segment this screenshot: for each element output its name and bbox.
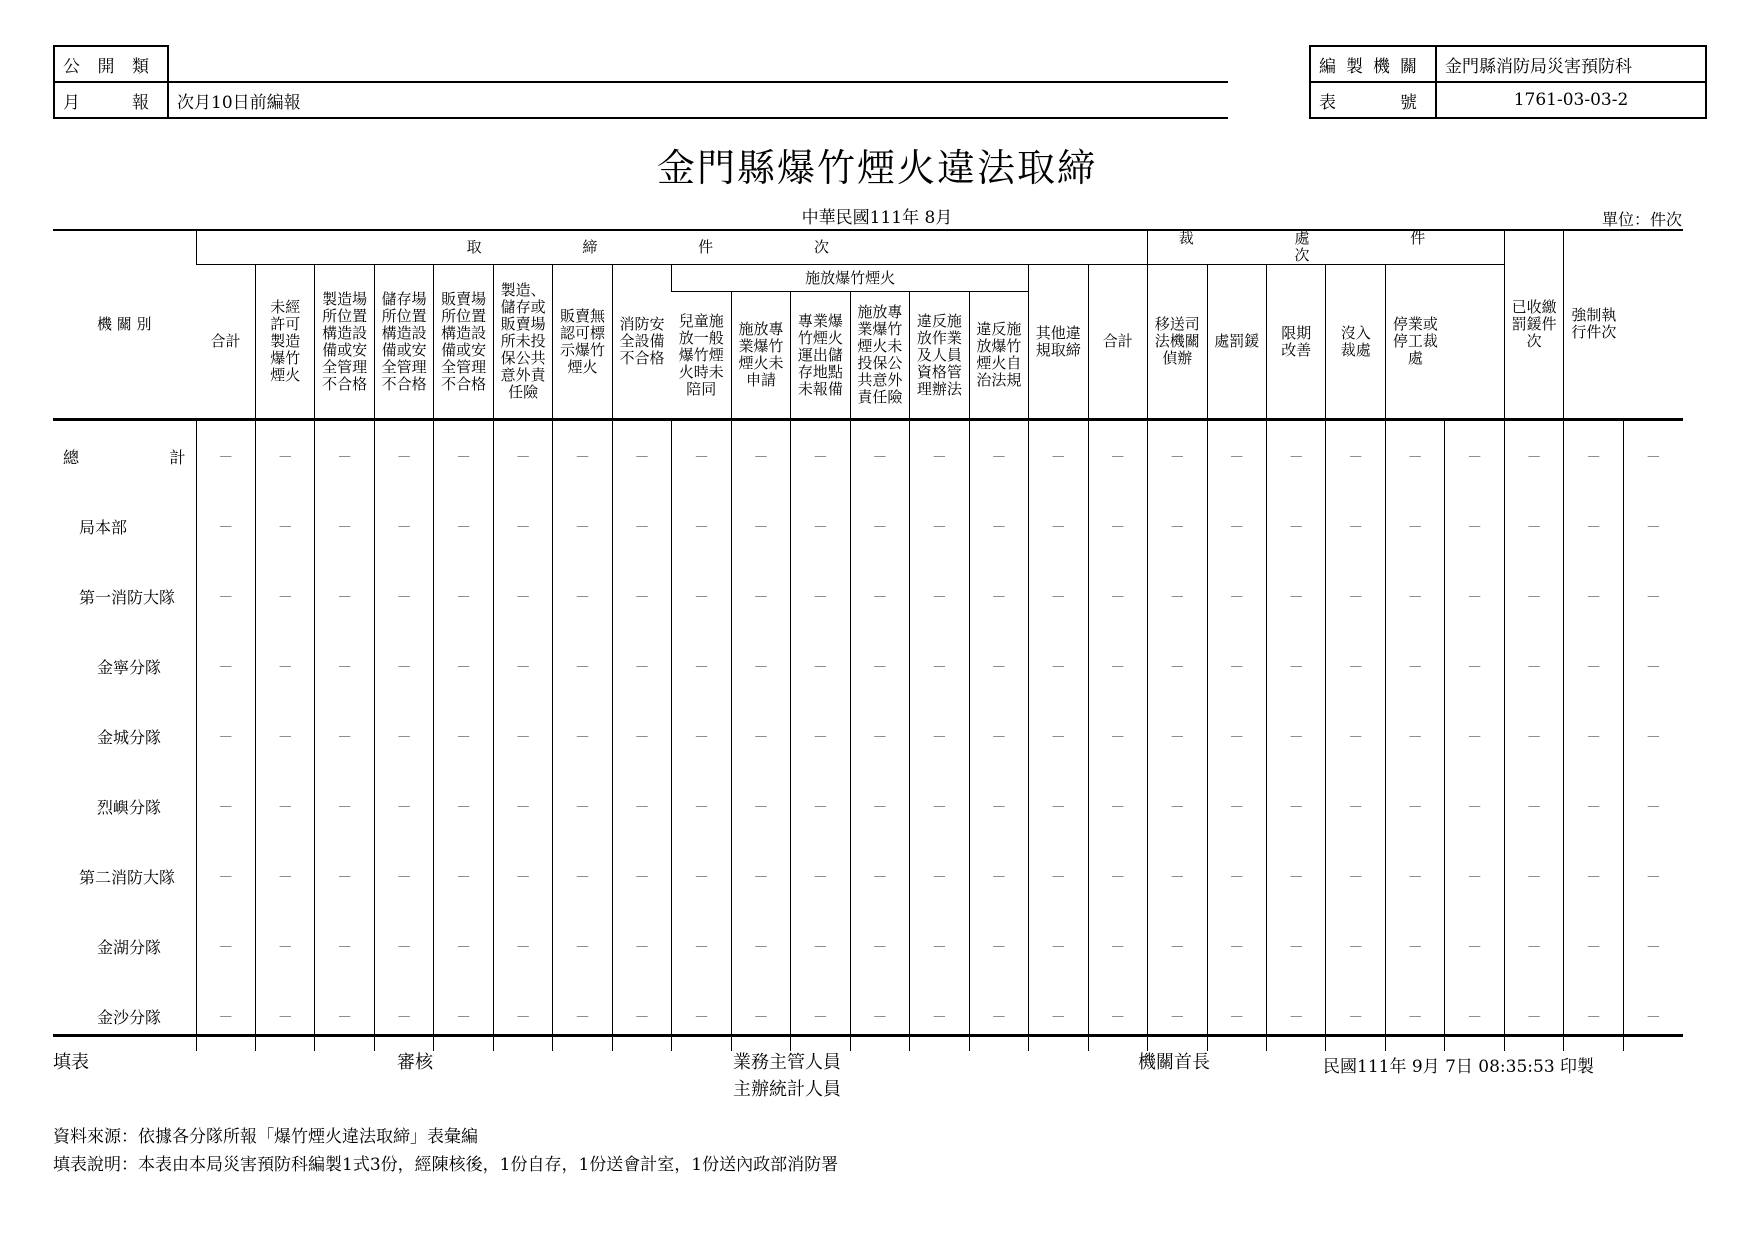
table-cell: －	[612, 771, 671, 841]
table-cell: －	[1267, 701, 1326, 771]
table-cell: －	[1385, 841, 1444, 911]
row-agency-name: 金寧分隊	[97, 657, 162, 677]
table-cell: －	[255, 631, 314, 701]
header-penalty-total: 合計	[1088, 265, 1148, 420]
table-cell: －	[1148, 771, 1207, 841]
table-cell: －	[612, 491, 671, 561]
table-cell: －	[1504, 841, 1563, 911]
meta-form-number-label: 表號	[1310, 82, 1436, 118]
table-cell: －	[910, 841, 969, 911]
table-cell: －	[850, 631, 909, 701]
table-cell: －	[1267, 771, 1326, 841]
table-cell: －	[1148, 701, 1207, 771]
header-paid: 已收繳罰鍰件次	[1504, 230, 1563, 420]
table-cell: －	[1445, 631, 1505, 701]
table-cell: －	[612, 841, 671, 911]
table-cell: －	[434, 981, 493, 1051]
table-cell: －	[969, 981, 1028, 1051]
table-cell: －	[612, 420, 671, 492]
table-cell: －	[1623, 561, 1683, 631]
table-cell: －	[1385, 631, 1444, 701]
table-cell: －	[672, 561, 731, 631]
table-cell: －	[1564, 911, 1623, 981]
table-cell: －	[1207, 911, 1266, 981]
table-cell: －	[1504, 771, 1563, 841]
table-row	[53, 491, 1683, 561]
table-cell: －	[1623, 491, 1683, 561]
header-insurance: 製造、儲存或販賣場所未投保公共意外責任險	[493, 265, 552, 420]
meta-agency-value: 金門縣消防局災害預防科	[1436, 46, 1706, 82]
header-judicial: 移送司法機關偵辦	[1148, 265, 1207, 420]
table-cell: －	[612, 631, 671, 701]
table-row	[53, 561, 1683, 631]
header-fire-equipment: 消防安全設備不合格	[612, 265, 671, 420]
table-cell: －	[255, 561, 314, 631]
table-cell: －	[791, 561, 850, 631]
table-cell: －	[791, 911, 850, 981]
table-row	[53, 841, 1683, 911]
table-cell: －	[1326, 911, 1385, 981]
table-cell: －	[791, 771, 850, 841]
row-agency-name: 烈嶼分隊	[97, 797, 162, 817]
table-cell: －	[910, 561, 969, 631]
table-cell: －	[1504, 631, 1563, 701]
table-cell: －	[910, 701, 969, 771]
table-cell: －	[493, 911, 552, 981]
table-cell: －	[850, 491, 909, 561]
table-cell: －	[1088, 561, 1148, 631]
table-cell: －	[493, 981, 552, 1051]
table-cell: －	[553, 561, 612, 631]
table-cell: －	[850, 701, 909, 771]
table-cell: －	[1207, 491, 1266, 561]
table-cell: －	[255, 981, 314, 1051]
table-cell: －	[672, 631, 731, 701]
table-cell: －	[1029, 771, 1088, 841]
table-cell: －	[1445, 981, 1505, 1051]
table-cell: －	[1088, 981, 1148, 1051]
header-unmarked: 販賣無認可標示爆竹煙火	[553, 265, 612, 420]
table-cell: －	[1564, 981, 1623, 1051]
table-cell: －	[731, 491, 790, 561]
row-agency-name: 第二消防大隊	[79, 867, 176, 887]
table-cell: －	[731, 911, 790, 981]
table-cell: －	[1029, 911, 1088, 981]
header-group-penalty: 裁 處 件 次	[1148, 230, 1505, 265]
table-cell: －	[731, 561, 790, 631]
meta-left-box	[53, 45, 1228, 119]
header-transport: 專業爆竹煙火運出儲存地點未報備	[791, 292, 850, 420]
table-cell: －	[1088, 491, 1148, 561]
meta-form-number-value: 1761-03-03-2	[1436, 82, 1706, 118]
header-fine: 處罰鍰	[1207, 265, 1266, 420]
sig-filler: 填表	[53, 1052, 89, 1073]
table-cell: －	[1326, 841, 1385, 911]
table-cell: －	[1564, 701, 1623, 771]
table-row	[53, 981, 1683, 1051]
table-cell: －	[791, 701, 850, 771]
table-cell: －	[1623, 841, 1683, 911]
table-cell: －	[1564, 841, 1623, 911]
table-cell: －	[1029, 701, 1088, 771]
table-cell: －	[910, 420, 969, 492]
table-cell: －	[969, 631, 1028, 701]
table-cell: －	[850, 771, 909, 841]
report-period: 中華民國111年 8月	[801, 208, 953, 228]
table-cell: －	[1385, 561, 1444, 631]
table-cell: －	[1504, 491, 1563, 561]
table-cell: －	[434, 631, 493, 701]
header-enforced: 強制執行件次	[1564, 230, 1623, 420]
sig-reviewer: 審核	[397, 1052, 433, 1073]
row-agency-name	[53, 420, 196, 492]
table-row	[53, 631, 1683, 701]
header-qualification: 違反施放作業及人員資格管理辦法	[910, 292, 969, 420]
table-cell: －	[553, 491, 612, 561]
table-cell: －	[434, 911, 493, 981]
table-cell: －	[553, 631, 612, 701]
table-cell: －	[1088, 771, 1148, 841]
header-storage: 儲存場所位置構造設備或安全管理不合格	[374, 265, 433, 420]
table-cell: －	[1385, 491, 1444, 561]
row-agency-name: 金沙分隊	[97, 1007, 162, 1027]
table-cell: －	[1326, 701, 1385, 771]
row-agency-name: 局本部	[79, 517, 128, 537]
statistics-table	[53, 230, 1683, 1035]
table-cell: －	[1326, 631, 1385, 701]
table-cell: －	[1564, 631, 1623, 701]
table-cell: －	[969, 841, 1028, 911]
table-cell: －	[731, 981, 790, 1051]
table-cell: －	[1148, 631, 1207, 701]
table-cell: －	[493, 841, 552, 911]
table-cell: －	[1326, 981, 1385, 1051]
table-cell: －	[969, 420, 1028, 492]
table-body	[53, 420, 1683, 1052]
table-cell: －	[1029, 491, 1088, 561]
table-cell: －	[1445, 701, 1505, 771]
header-other: 其他違規取締	[1029, 265, 1088, 420]
table-cell: －	[374, 981, 433, 1051]
table-cell: －	[434, 420, 493, 492]
table-cell: －	[672, 981, 731, 1051]
table-cell: －	[196, 561, 255, 631]
header-confiscate: 沒入裁處	[1326, 265, 1385, 420]
meta-right-box	[1309, 45, 1707, 119]
data-source-note: 資料來源：依據各分隊所報「爆竹煙火違法取締」表彙編	[53, 1127, 478, 1147]
header-pro-insurance: 施放專業爆竹煙火未投保公共意外責任險	[850, 292, 909, 420]
instructions-note: 填表說明：本表由本局災害預防科編製1式3份，經陳核後，1份自存，1份送會計室，1份送內政部消防署	[53, 1155, 839, 1175]
meta-public-value	[168, 46, 1228, 82]
table-cell: －	[1029, 561, 1088, 631]
table-cell: －	[731, 631, 790, 701]
table-cell: －	[1326, 491, 1385, 561]
table-cell: －	[1623, 631, 1683, 701]
table-cell: －	[1267, 491, 1326, 561]
table-cell: －	[1326, 771, 1385, 841]
table-cell: －	[969, 911, 1028, 981]
table-row	[53, 771, 1683, 841]
table-cell: －	[1445, 491, 1505, 561]
table-cell: －	[1623, 981, 1683, 1051]
table-cell: －	[553, 701, 612, 771]
meta-frequency-value: 次月10日前編報	[168, 82, 1228, 118]
table-row	[53, 420, 1683, 492]
table-cell: －	[1267, 841, 1326, 911]
table-cell: －	[1207, 561, 1266, 631]
table-cell: －	[1385, 911, 1444, 981]
table-cell: －	[731, 701, 790, 771]
table-cell: －	[1029, 631, 1088, 701]
row-agency-name: 第一消防大隊	[79, 587, 176, 607]
table-cell: －	[850, 420, 909, 492]
table-cell: －	[1267, 911, 1326, 981]
table-cell: －	[1504, 561, 1563, 631]
table-cell: －	[1207, 981, 1266, 1051]
table-cell: －	[1148, 561, 1207, 631]
header-group-fireworks: 施放爆竹煙火	[672, 265, 1029, 292]
table-cell: －	[553, 841, 612, 911]
table-cell: －	[1029, 841, 1088, 911]
table-cell: －	[850, 841, 909, 911]
table-cell: －	[255, 841, 314, 911]
table-cell: －	[196, 771, 255, 841]
table-cell: －	[1504, 911, 1563, 981]
table-cell: －	[1385, 420, 1444, 492]
table-cell: －	[1445, 561, 1505, 631]
table-cell: －	[315, 771, 374, 841]
header-no-apply: 施放專業爆竹煙火未申請	[731, 292, 790, 420]
table-cell: －	[910, 631, 969, 701]
table-cell: －	[1623, 771, 1683, 841]
table-cell: －	[553, 981, 612, 1051]
table-cell: －	[1623, 911, 1683, 981]
header-group-enforcement: 取 締 件 次	[196, 230, 1148, 265]
table-cell: －	[1385, 701, 1444, 771]
table-cell: －	[196, 911, 255, 981]
table-cell: －	[196, 841, 255, 911]
table-cell: －	[1623, 701, 1683, 771]
table-cell: －	[315, 631, 374, 701]
meta-agency-label: 編製機關	[1310, 46, 1436, 82]
table-cell: －	[1445, 771, 1505, 841]
table-cell: －	[1326, 561, 1385, 631]
table-cell: －	[196, 631, 255, 701]
table-cell: －	[672, 420, 731, 492]
table-cell: －	[850, 911, 909, 981]
table-cell: －	[493, 631, 552, 701]
table-cell: －	[731, 771, 790, 841]
table-cell: －	[1385, 981, 1444, 1051]
table-cell: －	[374, 561, 433, 631]
table-cell: －	[374, 491, 433, 561]
table-cell: －	[1267, 420, 1326, 492]
table-cell: －	[969, 701, 1028, 771]
header-local-rules: 違反施放爆竹煙火自治法規	[969, 292, 1028, 420]
header-unlicensed: 未經許可製造爆竹煙火	[255, 265, 314, 420]
table-cell: －	[791, 491, 850, 561]
table-cell: －	[196, 981, 255, 1051]
table-cell: －	[553, 420, 612, 492]
table-cell: －	[1088, 701, 1148, 771]
table-cell: －	[1564, 561, 1623, 631]
table-cell: －	[374, 420, 433, 492]
table-cell: －	[315, 491, 374, 561]
table-cell: －	[374, 911, 433, 981]
row-total-label: 總 計	[63, 447, 186, 467]
meta-frequency-label: 月報	[54, 82, 168, 118]
page-title: 金門縣爆竹煙火違法取締	[656, 146, 1097, 190]
table-cell: －	[1267, 981, 1326, 1051]
table-cell: －	[434, 561, 493, 631]
table-cell: －	[612, 701, 671, 771]
table-cell: －	[791, 420, 850, 492]
table-cell: －	[493, 491, 552, 561]
table-cell: －	[612, 561, 671, 631]
table-cell: －	[434, 701, 493, 771]
table-cell: －	[1088, 420, 1148, 492]
table-cell: －	[196, 420, 255, 492]
table-cell: －	[910, 771, 969, 841]
table-cell: －	[1207, 420, 1266, 492]
table-cell: －	[910, 981, 969, 1051]
table-cell: －	[672, 911, 731, 981]
table-cell: －	[612, 981, 671, 1051]
table-cell: －	[315, 420, 374, 492]
table-cell: －	[374, 701, 433, 771]
table-cell: －	[315, 841, 374, 911]
table-cell: －	[315, 981, 374, 1051]
table-cell: －	[910, 491, 969, 561]
table-cell: －	[493, 561, 552, 631]
table-cell: －	[374, 841, 433, 911]
unit-label: 單位：件次	[1601, 210, 1682, 229]
sig-statistics-supervisor: 主辦統計人員	[733, 1079, 841, 1100]
table-cell: －	[1148, 841, 1207, 911]
table-cell: －	[434, 491, 493, 561]
table-cell: －	[1564, 491, 1623, 561]
table-cell: －	[493, 420, 552, 492]
table-cell: －	[1504, 701, 1563, 771]
table-cell: －	[791, 631, 850, 701]
table-cell: －	[1267, 561, 1326, 631]
table-cell: －	[969, 561, 1028, 631]
table-cell: －	[1207, 701, 1266, 771]
table-cell: －	[1029, 420, 1088, 492]
sig-business-supervisor: 業務主管人員	[733, 1052, 841, 1073]
table-cell: －	[1445, 911, 1505, 981]
table-row	[53, 911, 1683, 981]
table-cell: －	[196, 701, 255, 771]
row-agency-name: 金城分隊	[97, 727, 162, 747]
table-cell: －	[255, 911, 314, 981]
row-agency-name: 金湖分隊	[97, 937, 162, 957]
table-cell: －	[196, 491, 255, 561]
table-cell: －	[255, 491, 314, 561]
table-cell: －	[1088, 631, 1148, 701]
table-cell: －	[315, 561, 374, 631]
table-row	[53, 701, 1683, 771]
table-cell: －	[1504, 981, 1563, 1051]
table-cell: －	[1207, 631, 1266, 701]
table-cell: －	[1148, 981, 1207, 1051]
table-cell: －	[612, 911, 671, 981]
table-cell: －	[672, 841, 731, 911]
print-timestamp: 民國111年 9月 7日 08:35:53 印製	[1323, 1057, 1595, 1077]
table-cell: －	[1148, 491, 1207, 561]
table-cell: －	[1445, 420, 1505, 492]
table-cell: －	[1623, 420, 1683, 492]
table-cell: －	[1148, 420, 1207, 492]
table-cell: －	[731, 841, 790, 911]
header-manufacture: 製造場所位置構造設備或安全管理不合格	[315, 265, 374, 420]
table-cell: －	[850, 981, 909, 1051]
table-cell: －	[850, 561, 909, 631]
table-cell: －	[731, 420, 790, 492]
table-cell: －	[969, 771, 1028, 841]
header-children: 兒童施放一般爆竹煙火時未陪同	[672, 292, 731, 420]
header-deadline: 限期改善	[1267, 265, 1326, 420]
meta-public-label: 公開類	[54, 46, 168, 82]
table-cell: －	[255, 771, 314, 841]
table-cell: －	[553, 771, 612, 841]
table-cell: －	[672, 701, 731, 771]
header-suspend: 停業或停工裁處	[1385, 265, 1444, 420]
table-cell: －	[1564, 771, 1623, 841]
table-cell: －	[434, 771, 493, 841]
table-cell: －	[1564, 420, 1623, 492]
table-cell: －	[969, 491, 1028, 561]
header-total: 合計	[196, 265, 255, 420]
table-cell: －	[1385, 771, 1444, 841]
table-cell: －	[255, 420, 314, 492]
table-cell: －	[255, 701, 314, 771]
table-cell: －	[672, 491, 731, 561]
header-agency: 機 關 別	[53, 230, 196, 420]
table-cell: －	[791, 981, 850, 1051]
table-cell: －	[374, 631, 433, 701]
table-bottom-border	[53, 1034, 1683, 1037]
table-cell: －	[434, 841, 493, 911]
table-cell: －	[1207, 771, 1266, 841]
table-cell: －	[493, 771, 552, 841]
table-cell: －	[374, 771, 433, 841]
header-sales: 販賣場所位置構造設備或安全管理不合格	[434, 265, 493, 420]
table-cell: －	[1029, 981, 1088, 1051]
table-cell: －	[553, 911, 612, 981]
sig-agency-head: 機關首長	[1138, 1052, 1210, 1073]
table-cell: －	[1445, 841, 1505, 911]
table-cell: －	[493, 701, 552, 771]
table-cell: －	[1504, 420, 1563, 492]
table-cell: －	[1207, 841, 1266, 911]
table-cell: －	[672, 771, 731, 841]
table-cell: －	[1088, 911, 1148, 981]
table-cell: －	[910, 911, 969, 981]
table-cell: －	[1088, 841, 1148, 911]
table-cell: －	[1148, 911, 1207, 981]
table-cell: －	[315, 911, 374, 981]
table-cell: －	[791, 841, 850, 911]
table-cell: －	[1267, 631, 1326, 701]
table-cell: －	[1326, 420, 1385, 492]
table-cell: －	[315, 701, 374, 771]
